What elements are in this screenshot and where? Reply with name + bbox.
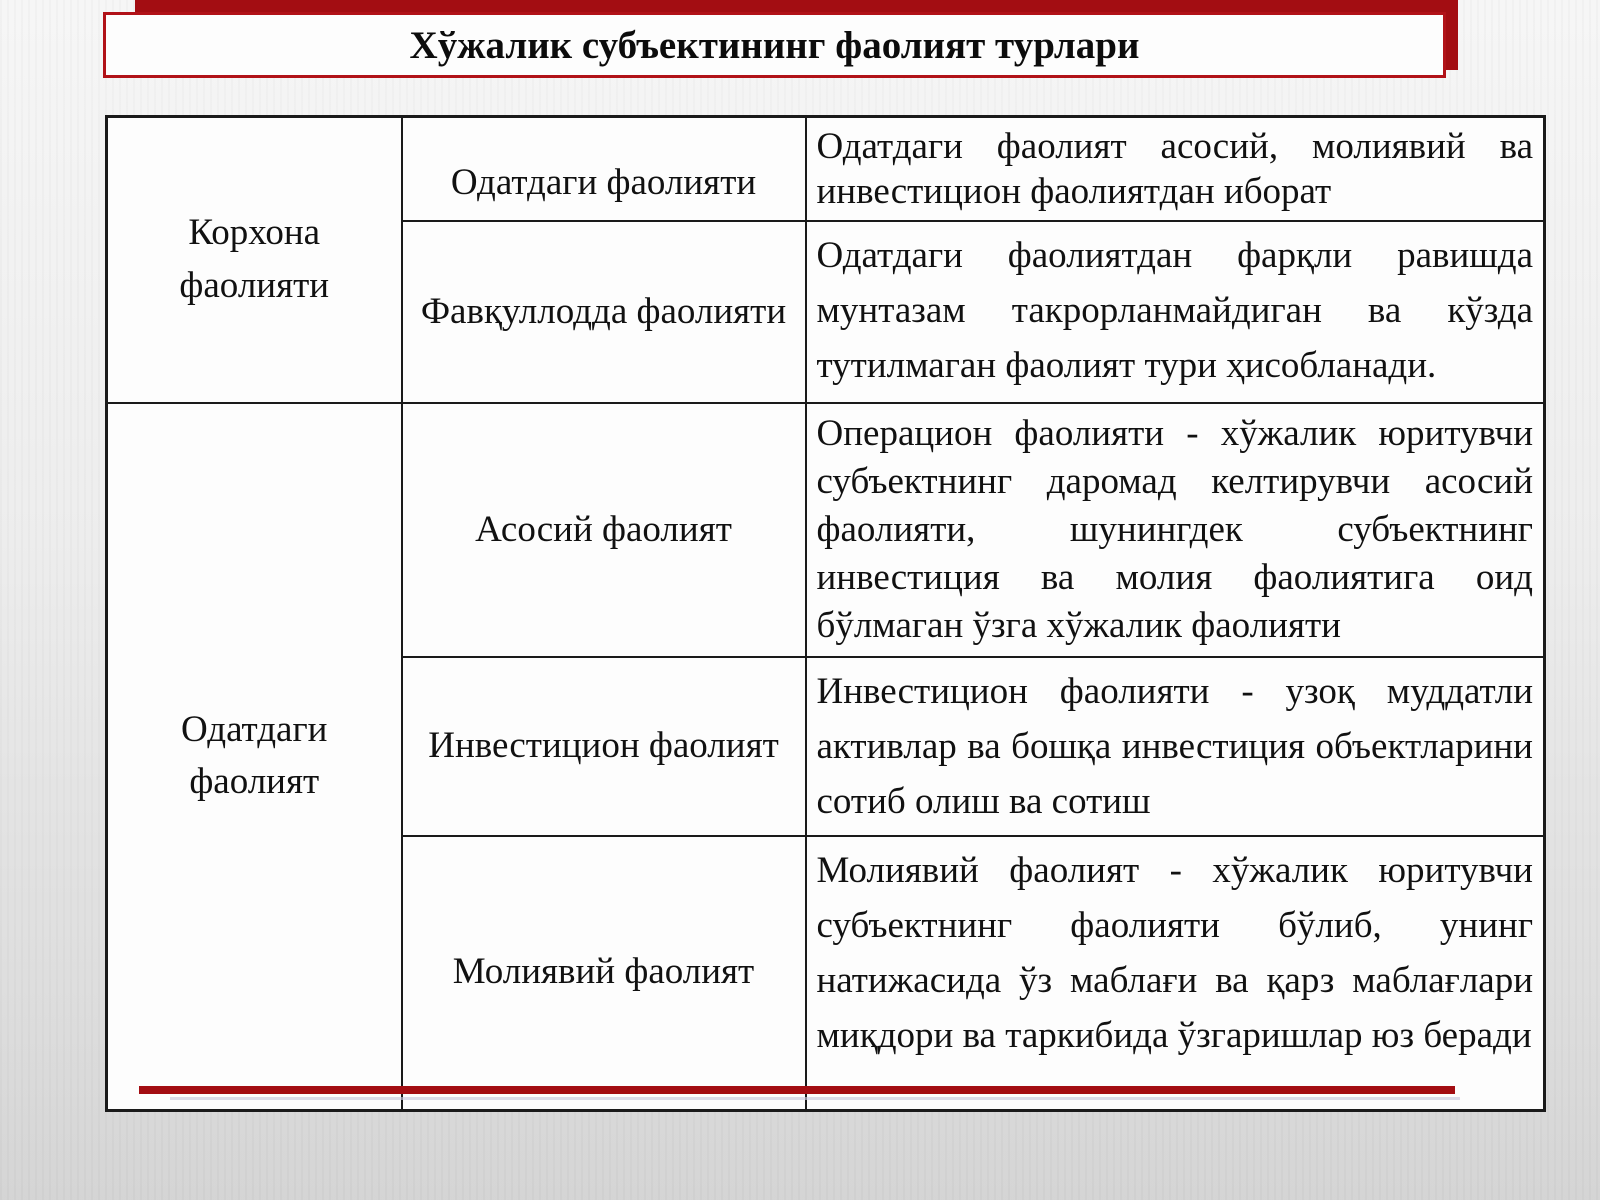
type-cell-asosiy: Асосий фаолият — [402, 403, 806, 657]
desc-cell-odatdagi-faoliyati: Одатдаги фаолият асосий, молиявий ва инвестицион фаолиятдан иборат — [806, 117, 1545, 222]
group-cell-odatdagi: Одатдаги фаолият — [107, 403, 402, 1110]
type-cell-favqullodda: Фавқуллодда фаолияти — [402, 221, 806, 403]
bottom-accent-line-faint — [170, 1097, 1460, 1100]
title-box — [103, 12, 1446, 78]
group-cell-korxona: Корхона фаолияти — [107, 117, 402, 404]
activity-types-table — [105, 115, 1546, 1112]
type-cell-investitsion: Инвестицион фаолият — [402, 657, 806, 836]
table-row — [107, 117, 1545, 222]
table-row — [107, 403, 1545, 657]
type-cell-moliyaviy: Молиявий фаолият — [402, 836, 806, 1110]
type-cell-odatdagi-faoliyati: Одатдаги фаолияти — [402, 117, 806, 222]
desc-cell-favqullodda: Одатдаги фаолиятдан фарқли равишда мунтазам такрорланмайдиган ва кўзда тутилмаган фаолият тури ҳисобланади. — [806, 221, 1545, 403]
page-title: Хўжалик субъектининг фаолият турлари — [409, 23, 1140, 67]
bottom-accent-line — [139, 1086, 1455, 1094]
desc-cell-asosiy: Операцион фаолияти - хўжалик юритувчи субъектнинг даромад келтирувчи асосий фаолияти, шунингдек субъектнинг инвестиция ва молия фаолиятига оид бўлмаган ўзга хўжалик фаолияти — [806, 403, 1545, 657]
desc-cell-investitsion: Инвестицион фаолияти - узоқ муддатли активлар ва бошқа инвестиция объектларини сотиб олиш ва сотиш — [806, 657, 1545, 836]
desc-cell-moliyaviy: Молиявий фаолият - хўжалик юритувчи субъектнинг фаолияти бўлиб, унинг натижасида ўз маблағи ва қарз маблағлари миқдори ва таркибида ўзгаришлар юз беради — [806, 836, 1545, 1110]
